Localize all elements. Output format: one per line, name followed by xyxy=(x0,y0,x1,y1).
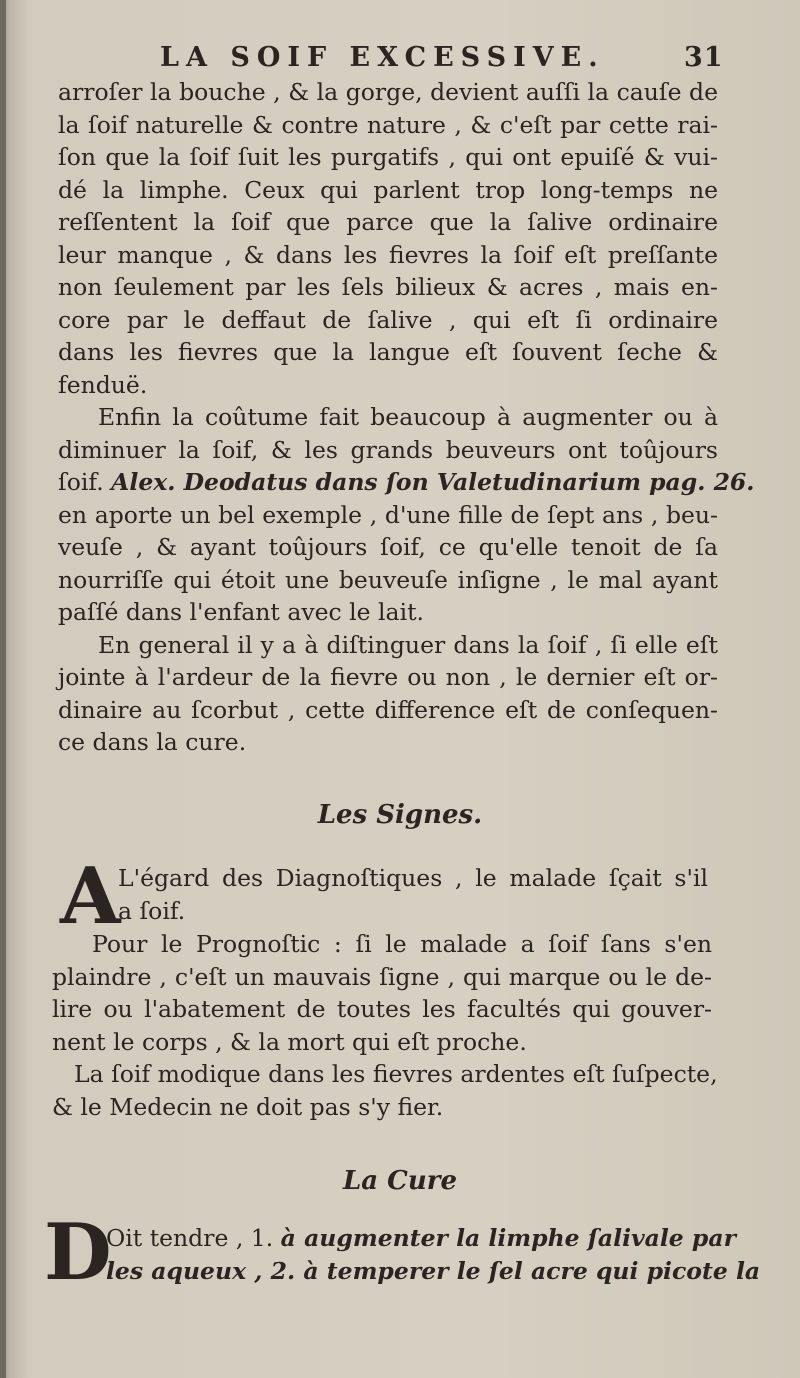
text-line: ce dans la cure. xyxy=(58,728,247,756)
text-line xyxy=(106,1222,736,1255)
text-line: leur manque , & dans les fievres la ſoif eſt preſſante xyxy=(58,240,718,269)
text-line: non ſeulement par les ſels bilieux & acres , mais en- xyxy=(58,273,718,301)
running-header xyxy=(160,42,740,73)
text-line: Enfin la coûtume fait beaucoup à augmenter ou à xyxy=(98,403,718,431)
text-line: & le Medecin ne doit pas s'y fier. xyxy=(52,1092,444,1121)
italic-text: 2. à temperer le ſel acre qui picote la xyxy=(270,1256,761,1285)
text-line: reſſentent la ſoif que parce que la ſalive ordinaire xyxy=(58,208,718,236)
text-line: la ſoif naturelle & contre nature , & c'eſt par cette rai- xyxy=(58,110,718,139)
text-fragment: Oit tendre , 1. xyxy=(106,1224,281,1252)
text-line: arroſer la bouche , & la gorge, devient auſſi la cauſe de xyxy=(58,78,718,106)
text-fragment: ſoif. xyxy=(58,468,112,496)
page-number: 31 xyxy=(684,42,724,73)
text-line: core par le deffaut de ſalive , qui eſt ſi ordinaire xyxy=(58,305,718,334)
section-heading-signes: Les Signes. xyxy=(317,800,483,830)
italic-text: à augmenter la limphe ſalivale par xyxy=(280,1224,736,1252)
text-line: a ſoif. xyxy=(118,896,186,925)
signes-first-paragraph xyxy=(118,862,708,927)
text-line: jointe à l'ardeur de la fievre ou non , le dernier eſt or- xyxy=(58,663,718,691)
text-line: veuſe , & ayant toûjours ſoif, ce qu'elle tenoit de ſa xyxy=(58,533,718,561)
text-line: lire ou l'abatement de toutes les facultés qui gouver- xyxy=(52,995,712,1023)
text-line: dans les fievres que la langue eſt ſouvent ſeche & xyxy=(58,338,718,366)
text-line: La ſoif modique dans les fievres ardentes eſt ſuſpecte, xyxy=(74,1060,718,1088)
text-line: fenduë. xyxy=(58,370,148,399)
citation: Alex. Deodatus dans ſon Valetudinarium pag. 26. xyxy=(111,468,755,496)
italic-text: les aqueux , xyxy=(106,1256,271,1285)
text-line: nent le corps , & la mort qui eſt proche. xyxy=(52,1027,527,1056)
text-line: L'égard des Diagnoſtiques , le malade ſçait s'il xyxy=(118,864,708,892)
text-line: plaindre , c'eſt un mauvais ſigne , qui marque ou le de- xyxy=(52,962,712,991)
text-line: diminuer la ſoif, & les grands beuveurs ont toûjours xyxy=(58,435,718,464)
running-title: LA SOIF EXCESSIVE. xyxy=(160,42,605,73)
section-heading-cure: La Cure xyxy=(342,1166,458,1196)
text-line: ſon que la ſoif ſuit les purgatifs , qui ont epuiſé & vui- xyxy=(58,143,718,171)
text-line xyxy=(58,466,755,499)
text-line: dé la limphe. Ceux qui parlent trop long-temps ne xyxy=(58,175,718,204)
text-line: en aporte un bel exemple , d'une fille de ſept ans , beu- xyxy=(58,500,718,529)
text-line: nourriſſe qui étoit une beuveuſe inſigne , le mal ayant xyxy=(58,565,718,594)
cure-paragraph xyxy=(106,1222,761,1287)
drop-cap-d: D xyxy=(44,1207,112,1298)
text-line: paſſé dans l'enfant avec le lait. xyxy=(58,598,424,626)
text-line: dinaire au ſcorbut , cette difference eſt de conſequen- xyxy=(58,695,718,724)
drop-cap-a: A xyxy=(60,851,121,942)
body-text xyxy=(58,76,755,759)
text-line: En general il y a à diſtinguer dans la ſoif , ſi elle eſt xyxy=(98,630,718,659)
text-line xyxy=(106,1255,761,1288)
text-line: Pour le Prognoſtic : ſi le malade a ſoif ſans s'en xyxy=(92,930,712,958)
prognostic-paragraph xyxy=(52,928,718,1123)
